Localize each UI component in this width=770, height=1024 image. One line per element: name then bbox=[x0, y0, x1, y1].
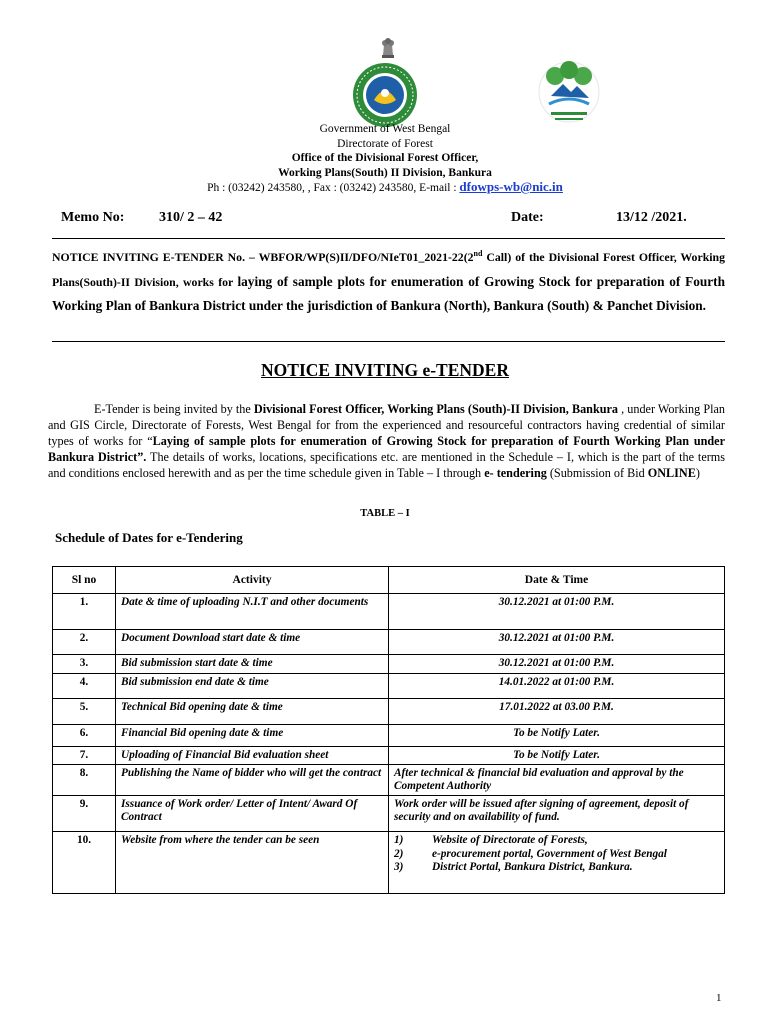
tender-subject bbox=[52, 246, 725, 319]
row-activity: Uploading of Financial Bid evaluation sheet bbox=[116, 747, 389, 765]
body-text-2: , under Working Plan and GIS Circle, Directorate of Forests, West Bengal for from the experienced and resourceful contractors having credential of similar types of works for “ bbox=[48, 402, 725, 448]
notice-title: NOTICE INVITING e-TENDER bbox=[261, 360, 509, 380]
table-row bbox=[53, 594, 725, 630]
row-sl: 10. bbox=[53, 832, 116, 894]
body-bold-2: Laying of sample plots for enumeration of Growing Stock for preparation of Fourth Working Plan under Bankura District”. bbox=[48, 434, 725, 464]
table-header-row bbox=[53, 567, 725, 594]
table-row bbox=[53, 796, 725, 832]
row-date: To be Notify Later. bbox=[389, 725, 725, 747]
row-sl: 3. bbox=[53, 655, 116, 674]
list-item-text: Website of Directorate of Forests, bbox=[432, 834, 588, 846]
row-websites bbox=[389, 832, 725, 894]
table-row bbox=[53, 725, 725, 747]
body-bold-1: Divisional Forest Officer, Working Plans (South)-II Division, Bankura bbox=[253, 402, 619, 416]
body-bold-4: ONLINE bbox=[647, 466, 696, 480]
body-text-4: (Submission of Bid bbox=[546, 466, 648, 480]
row-activity: Website from where the tender can be seen bbox=[116, 832, 389, 894]
list-item bbox=[394, 834, 719, 848]
table-row bbox=[53, 765, 725, 796]
schedule-table bbox=[52, 566, 725, 894]
row-sl: 6. bbox=[53, 725, 116, 747]
table-row bbox=[53, 699, 725, 725]
government-line: Government of West Bengal bbox=[319, 123, 451, 135]
directorate-line: Directorate of Forest bbox=[337, 137, 433, 150]
header-date-time: Date & Time bbox=[389, 567, 725, 594]
row-sl: 4. bbox=[53, 674, 116, 699]
row-sl: 8. bbox=[53, 765, 116, 796]
table-row bbox=[53, 747, 725, 765]
row-sl: 7. bbox=[53, 747, 116, 765]
body-text-5: ) bbox=[695, 466, 700, 480]
row-date: Work order will be issued after signing of agreement, deposit of security and on availability of fund. bbox=[389, 796, 725, 832]
divider-top bbox=[52, 238, 725, 239]
table-row bbox=[53, 674, 725, 699]
row-activity: Bid submission end date & time bbox=[116, 674, 389, 699]
body-text-1: E-Tender is being invited by the bbox=[94, 402, 254, 416]
email-link[interactable]: dfowps-wb@nic.in bbox=[459, 179, 563, 194]
subject-text-2: Call) of the Divisional Forest Officer, Working Plans(South)-II Division, works for bbox=[52, 250, 725, 289]
subject-text-4: (South) & Panchet Division. bbox=[543, 298, 706, 313]
table-row bbox=[53, 655, 725, 674]
list-item-number: 2) bbox=[394, 847, 404, 860]
state-emblem-icon bbox=[378, 36, 398, 60]
list-item bbox=[394, 848, 719, 862]
row-sl: 9. bbox=[53, 796, 116, 832]
letterhead bbox=[0, 122, 770, 196]
table-caption: TABLE – I bbox=[360, 508, 410, 519]
row-date: 14.01.2022 at 01:00 P.M. bbox=[389, 674, 725, 699]
notice-body bbox=[48, 401, 725, 481]
row-sl: 5. bbox=[53, 699, 116, 725]
list-item-number: 1) bbox=[394, 834, 404, 846]
body-bold-3: e- tendering bbox=[484, 466, 547, 480]
biswa-bangla-seal-icon bbox=[352, 62, 418, 128]
table-row bbox=[53, 832, 725, 894]
body-text-3: The details of works, locations, specifications etc. are mentioned in the Schedule – I, which is the part of the terms and conditions enclosed herewith and as per the time schedule given in Table – I through bbox=[48, 450, 726, 480]
header-activity: Activity bbox=[116, 567, 389, 594]
memo-label: Memo No: bbox=[61, 210, 125, 225]
row-sl: 1. bbox=[53, 594, 116, 630]
subject-text-3: laying of sample plots for enumeration of Growing Stock for preparation of Fourth Working Plan of Bankura District under the jurisdiction of Bankura (North), Bankura bbox=[52, 273, 726, 313]
row-activity: Publishing the Name of bidder who will get the contract bbox=[116, 765, 389, 796]
website-list bbox=[394, 834, 719, 875]
row-date: 30.12.2021 at 01:00 P.M. bbox=[389, 594, 725, 630]
division-line: Working Plans(South) II Division, Bankura bbox=[278, 166, 492, 179]
row-activity: Document Download start date & time bbox=[116, 630, 389, 655]
row-date: 30.12.2021 at 01:00 P.M. bbox=[389, 630, 725, 655]
row-date: 30.12.2021 at 01:00 P.M. bbox=[389, 655, 725, 674]
row-activity: Bid submission start date & time bbox=[116, 655, 389, 674]
table-row bbox=[53, 630, 725, 655]
header-sl-no: Sl no bbox=[53, 567, 116, 594]
list-item-text: e-procurement portal, Government of West Bengal bbox=[432, 847, 667, 860]
memo-date: 13/12 /2021. bbox=[616, 210, 687, 225]
list-item-text: District Portal, Bankura District, Bankura. bbox=[432, 861, 633, 873]
row-date: After technical & financial bid evaluation and approval by the Competent Authority bbox=[389, 765, 725, 796]
list-item-number: 3) bbox=[394, 861, 404, 873]
memo-number: 310/ 2 – 42 bbox=[159, 210, 223, 225]
row-activity: Issuance of Work order/ Letter of Intent/ Award Of Contract bbox=[116, 796, 389, 832]
list-item bbox=[394, 861, 719, 875]
contact-text: Ph : (03242) 243580, , Fax : (03242) 243580, E-mail : bbox=[207, 182, 460, 194]
row-activity: Date & time of uploading N.I.T and other documents bbox=[116, 594, 389, 630]
row-date: To be Notify Later. bbox=[389, 747, 725, 765]
contact-line bbox=[0, 180, 770, 196]
page-number: 1 bbox=[716, 992, 722, 1004]
divider-bottom bbox=[52, 341, 725, 342]
date-label: Date: bbox=[511, 210, 544, 225]
subject-text-1: NOTICE INVITING E-TENDER No. – WBFOR/WP(S)II/DFO/NIeT01_2021-22(2 bbox=[52, 250, 474, 264]
row-activity: Financial Bid opening date & time bbox=[116, 725, 389, 747]
subject-superscript: nd bbox=[473, 249, 483, 259]
row-sl: 2. bbox=[53, 630, 116, 655]
row-activity: Technical Bid opening date & time bbox=[116, 699, 389, 725]
office-line: Office of the Divisional Forest Officer, bbox=[291, 152, 479, 164]
schedule-heading: Schedule of Dates for e-Tendering bbox=[55, 530, 243, 545]
row-date: 17.01.2022 at 03.00 P.M. bbox=[389, 699, 725, 725]
